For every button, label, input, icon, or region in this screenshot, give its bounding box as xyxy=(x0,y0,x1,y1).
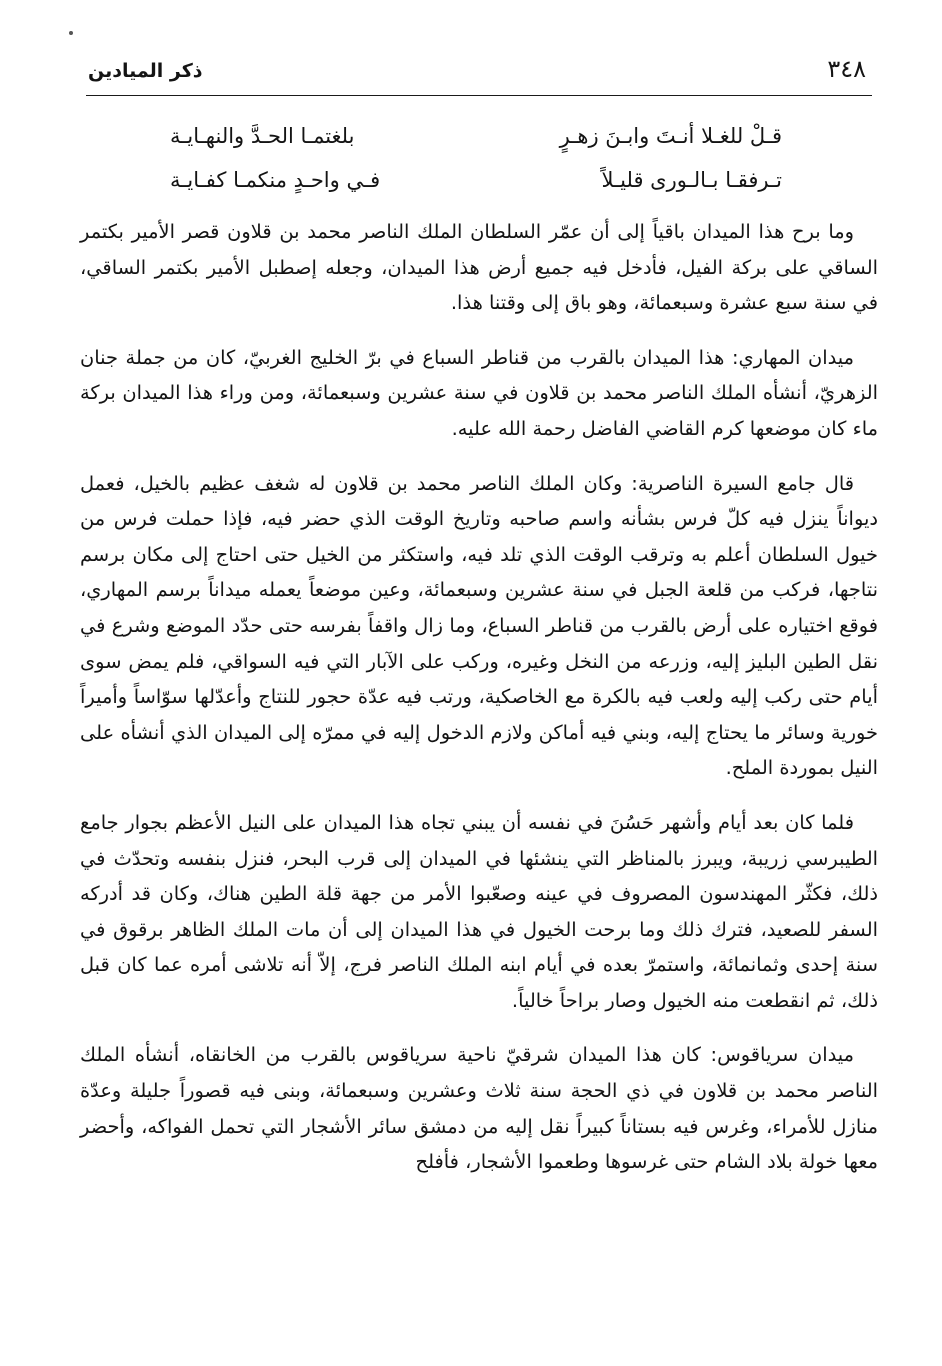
paragraph-sirah-nasiriyah: قال جامع السيرة الناصرية: وكان الملك الناصر محمد بن قلاون له شغف عظيم بالخيل، فعمل ديواناً ينزل فيه كلّ فرس بشأنه واسم صاحبه وتاريخ الوقت الذي حضر فيه، فإذا حملت فرس من خيول السلطان أعلم به وترقب الوقت الذي تلد فيه، واستكثر من الخيل حتى احتاج إلى مكان برسم نتاجها، فركب من قلعة الجبل في سنة عشرين وسبعمائة، وعين موضعاً يعمله ميداناً برسم المهاري، فوقع اختياره على أرض بالقرب من قناطر السباع، وما زال واقفاً بفرسه حتى حدّد الموضع وشرع في نقل الطين البليز إليه، وزرعه من النخل وغيره، وركب على الآبار التي فيه السواقي، فلم يمض سوى أيام حتى ركب إليه ولعب فيه بالكرة مع الخاصكية، ورتب فيه عدّة حجور للنتاج وأعدّلها سوّاساً وأميراً خورية وسائر ما يحتاج إليه، وبني فيه أماكن ولازم الدخول إليه في ممرّه إلى الميدان الذي أنشأه على النيل بموردة الملح. xyxy=(80,471,878,780)
poem xyxy=(170,114,782,202)
running-title: ذكر الميادين xyxy=(88,60,203,82)
paragraph-maydan-al-mahari: ميدان المهاري: هذا الميدان بالقرب من قناطر السباع في برّ الخليج الغربيّ، كان من جملة جنان الزهريّ، أنشأه الملك الناصر محمد بن قلاون في سنة عشرين وسبعمائة، ومن وراء هذا الميدان بركة ماء كان موضعها كرم القاضي الفاضل رحمة الله عليه. xyxy=(80,345,878,440)
body-text xyxy=(80,214,878,1199)
page-number: ٣٤٨ xyxy=(827,55,866,83)
paragraph-maydan-siryaqus: ميدان سرياقوس: كان هذا الميدان شرقيّ ناحية سرياقوس بالقرب من الخانقاه، أنشأه الملك الناصر محمد بن قلاون في ذي الحجة سنة ثلاث وعشرين وسبعمائة، وبنى فيه قصوراً جليلة وعدّة منازل للأمراء، وغرس فيه بستاناً كبيراً نقل إليه من دمشق سائر الأشجار التي تحمل الفواكه، وأحضر معها خولة بلاد الشام حتى غرسوها وطعموا الأشجار، فأفلح xyxy=(80,1043,878,1174)
verse-second-hemistich: فـي واحـدٍ منكمـا كفـايـة xyxy=(170,168,381,192)
verse-first-hemistich: قـلْ للغـلا أنـتَ وابـنَ زهـرٍ xyxy=(559,124,782,148)
paragraph-nile-zariba: فلما كان بعد أيام وأشهر حَسُنَ في نفسه أن يبني تجاه هذا الميدان على النيل الأعظم بجوار جامع الطيبرسي زريبة، ويبرز بالمناظر التي ينشئها في الميدان إلى قرب البحر، فنزل بنفسه وتحدّث في ذلك، فكثّر المهندسون المصروف في عينه وصعّبوا الأمر من جهة قلة الطين هناك، وكان قد أدركه السفر للصعيد، فترك ذلك وما برحت الخيول في هذا الميدان إلى أن مات الملك الظاهر برقوق في سنة إحدى وثمانمائة، واستمرّ بعده في أيام ابنه الملك الناصر فرج، إلاّ أنه تلاشى أمره عما كان قبل ذلك، ثم انقطعت منه الخيول وصار براحاً خالياً. xyxy=(80,810,878,1012)
verse-second-hemistich: بلغتمـا الحـدَّ والنهـايـة xyxy=(170,124,355,148)
verse xyxy=(170,114,782,158)
verse-first-hemistich: تـرفقـا بـالـورى قليـلاً xyxy=(601,168,782,192)
paragraph-maydan-sale: وما برح هذا الميدان باقياً إلى أن عمّر السلطان الملك الناصر محمد بن قلاون قصر الأمير بكتمر الساقي على بركة الفيل، فأدخل فيه جميع أرض هذا الميدان، وجعله إصطبل الأمير بكتمر الساقي، في سنة سبع عشرة وسبعمائة، وهو باق إلى وقتنا هذا. xyxy=(80,220,878,315)
page-header xyxy=(88,52,870,94)
verse xyxy=(170,158,782,202)
stray-mark xyxy=(69,31,73,35)
header-rule xyxy=(86,95,872,96)
